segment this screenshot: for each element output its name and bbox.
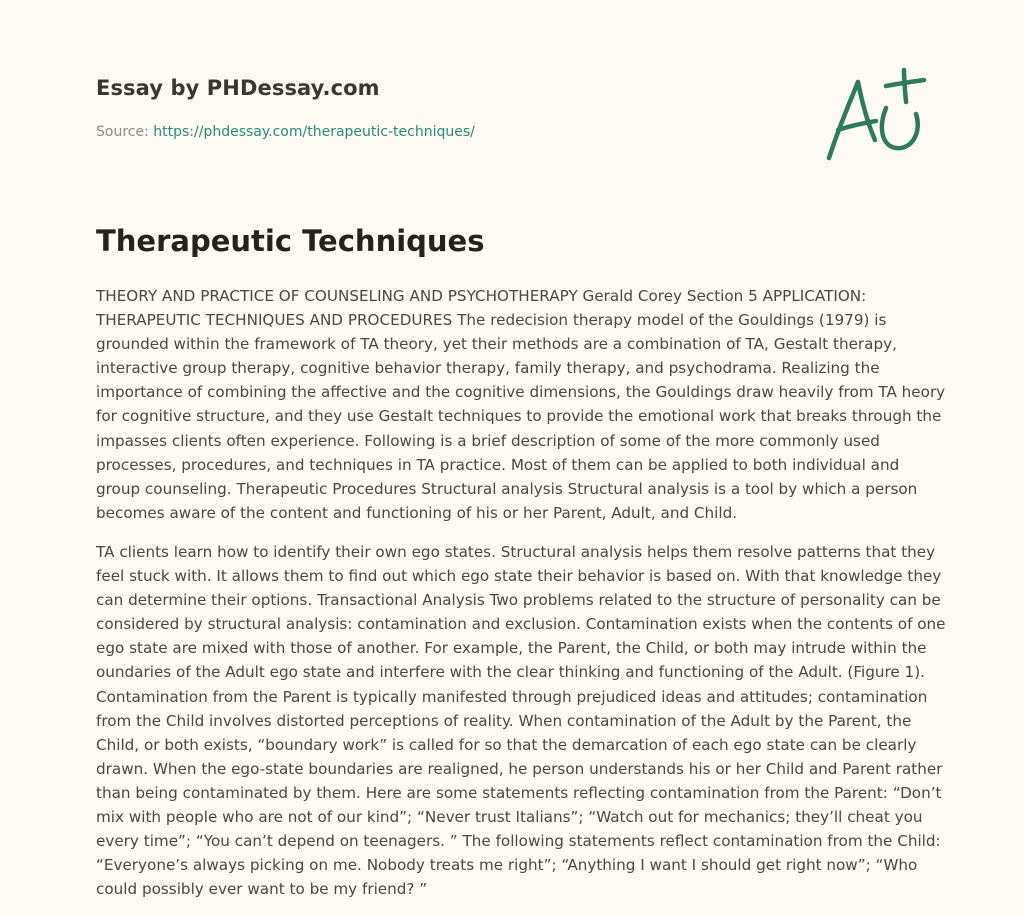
- a-plus-logo-icon: [820, 66, 932, 166]
- source-label: Source:: [96, 124, 154, 140]
- essay-paragraph: THEORY AND PRACTICE OF COUNSELING AND PSYCHOTHERAPY Gerald Corey Section 5 APPLICATION: THERAPEUTIC TECHNIQUES AND PROCEDURES The redecision therapy model of the Gouldings (1979) is grounded within the framework of TA theory, yet their methods are a combination of TA, Gestalt therapy, interactive group therapy, cognitive behavior therapy, family therapy, and psychodrama. Realizing the importance of combining the affective and the cognitive dimensions, the Gouldings draw heavily from TA heory for cognitive structure, and they use Gestalt techniques to provide the emotional work that breaks through the impasses clients often experience. Following is a brief description of some of the more commonly used processes, procedures, and techniques in TA practice. Most of them can be applied to both individual and group counseling. Therapeutic Procedures Structural analysis Structural analysis is a tool by which a person becomes aware of the content and functioning of his or her Parent, Adult, and Child.: [96, 287, 946, 522]
- essay-title: Therapeutic Techniques: [96, 224, 485, 258]
- essay-body: [96, 284, 946, 916]
- brand-title: Essay by PHDessay.com: [96, 76, 380, 100]
- source-line: [96, 124, 475, 140]
- source-link[interactable]: https://phdessay.com/therapeutic-techniques/: [153, 124, 475, 140]
- essay-paragraph: TA clients learn how to identify their own ego states. Structural analysis helps them resolve patterns that they feel stuck with. It allows them to find out which ego state their behavior is based on. With that knowledge they can determine their options. Transactional Analysis Two problems related to the structure of personality can be considered by structural analysis: contamination and exclusion. Contamination exists when the contents of one ego state are mixed with those of another. For example, the Parent, the Child, or both may intrude within the oundaries of the Adult ego state and interfere with the clear thinking and functioning of the Adult. (Figure 1). Contamination from the Parent is typically manifested through prejudiced ideas and attitudes; contamination from the Child involves distorted perceptions of reality. When contamination of the Adult by the Parent, the Child, or both exists, “boundary work” is called for so that the demarcation of each ego state can be clearly drawn. When the ego-state boundaries are realigned, he person understands his or her Child and Parent rather than being contaminated by them. Here are some statements reflecting contamination from the Parent: “Don’t mix with people who are not of our kind”; “Never trust Italians”; “Watch out for mechanics; they’ll cheat you every time”; “You can’t depend on teenagers. ” The following statements reflect contamination from the Child: “Everyone’s always picking on me. Nobody treats me right”; “Anything I want I should get right now”; “Who could possibly ever want to be my friend? ”: [96, 542, 946, 899]
